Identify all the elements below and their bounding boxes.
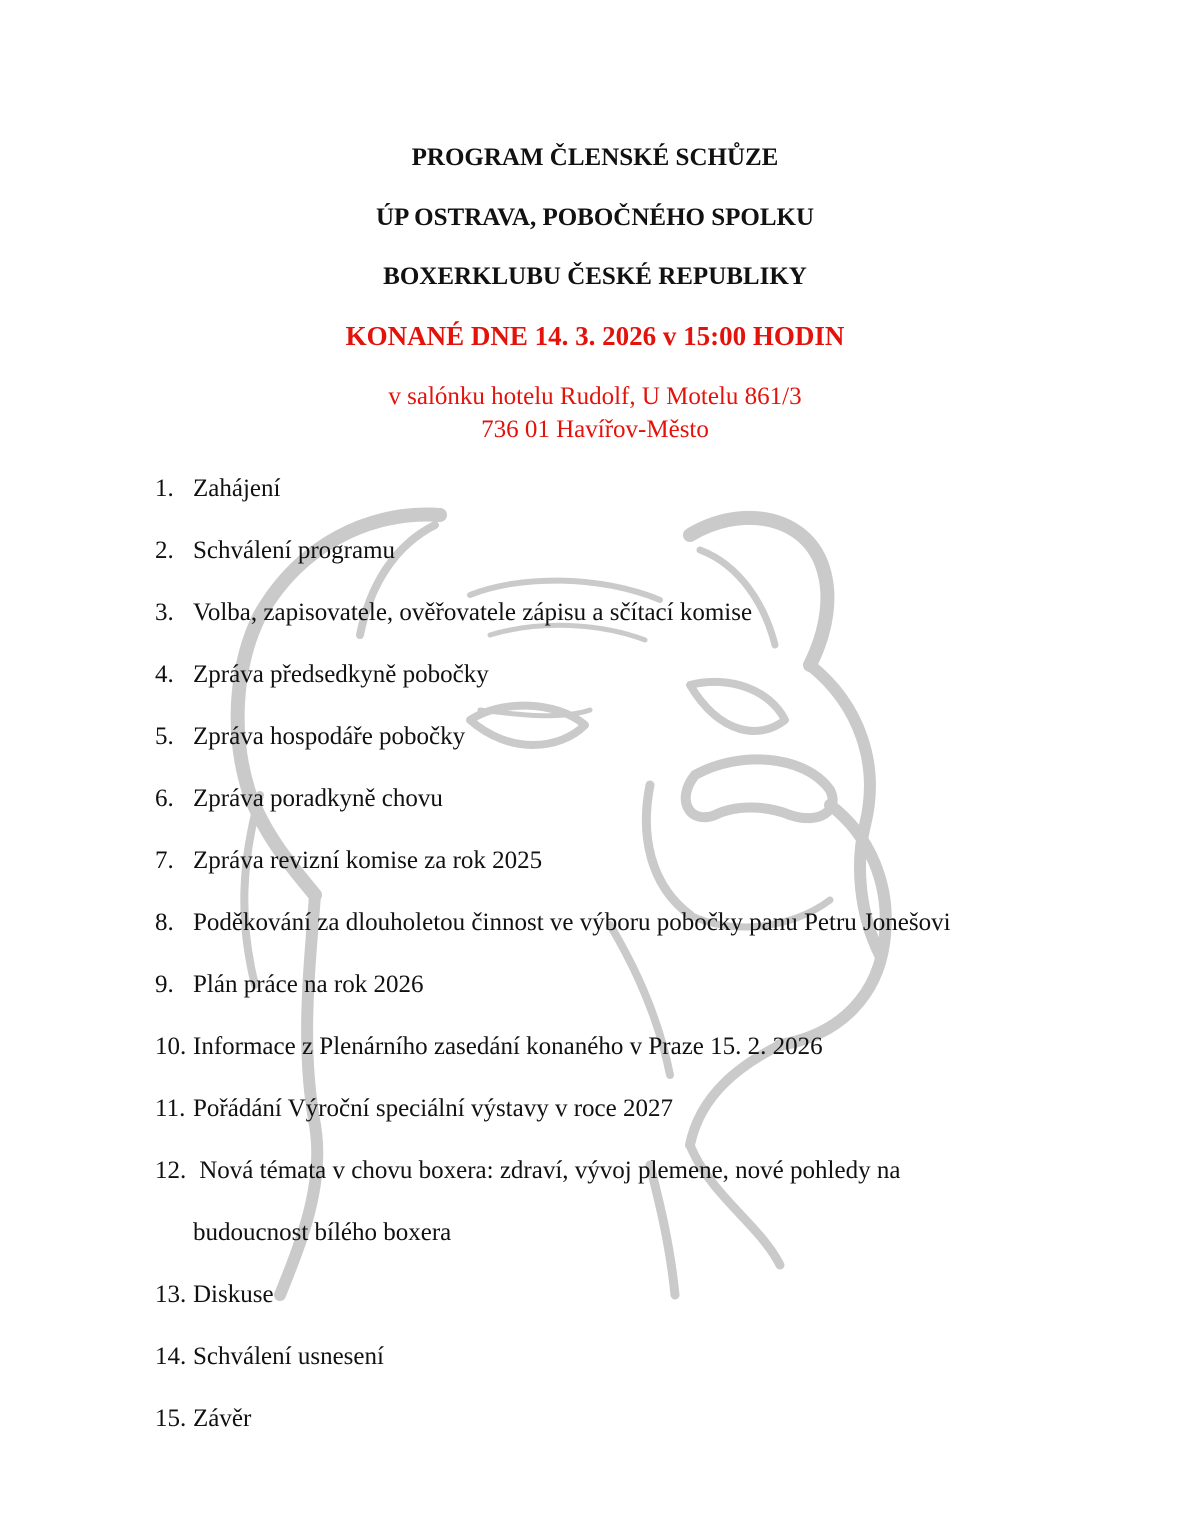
agenda-item — [155, 969, 1055, 1031]
agenda-item-text: Informace z Plenárního zasedání konaného v Praze 15. 2. 2026 — [193, 1033, 823, 1060]
agenda-item-number: 2. — [155, 537, 174, 564]
title-line-1: PROGRAM ČLENSKÉ SCHŮZE — [411, 144, 779, 171]
agenda-item-text: Pořádání Výroční speciální výstavy v roce 2027 — [193, 1095, 673, 1122]
agenda-item-number: 3. — [155, 599, 174, 626]
agenda-item — [155, 1155, 1055, 1279]
agenda-item-number: 4. — [155, 661, 174, 688]
agenda-item — [155, 473, 1055, 535]
meeting-venue — [0, 380, 1190, 446]
agenda-item-text: Diskuse — [193, 1281, 274, 1308]
agenda-item — [155, 659, 1055, 721]
agenda-item-text: Závěr — [193, 1405, 252, 1432]
agenda-item — [155, 1031, 1055, 1093]
agenda-item-text: Zpráva revizní komise za rok 2025 — [193, 847, 543, 874]
agenda-item — [155, 845, 1055, 907]
agenda-item-text: Zpráva poradkyně chovu — [193, 785, 443, 812]
agenda-item — [155, 1279, 1055, 1341]
agenda-item — [155, 597, 1055, 659]
agenda-item-number: 7. — [155, 847, 174, 874]
title-line-3: BOXERKLUBU ČESKÉ REPUBLIKY — [383, 263, 807, 290]
agenda-item — [155, 535, 1055, 597]
agenda-item-number: 10. — [155, 1033, 187, 1060]
agenda-item-number: 9. — [155, 971, 174, 998]
agenda-item-text: Zpráva hospodáře pobočky — [193, 723, 466, 750]
agenda-item — [155, 1341, 1055, 1403]
agenda-item-text: Nová témata v chovu boxera: zdraví, vývoj plemene, nové pohledy na — [193, 1157, 901, 1184]
agenda-item — [155, 1403, 1055, 1465]
agenda-item-text: Schválení programu — [193, 537, 396, 564]
venue-line-2: 736 01 Havířov-Město — [481, 416, 709, 443]
agenda-item-number: 1. — [155, 475, 174, 502]
agenda-list — [155, 473, 1055, 1465]
agenda-item — [155, 721, 1055, 783]
title-line-2: ÚP OSTRAVA, POBOČNÉHO SPOLKU — [375, 204, 815, 231]
venue-line-1: v salónku hotelu Rudolf, U Motelu 861/3 — [388, 383, 802, 410]
agenda-item — [155, 1093, 1055, 1155]
agenda-item-text: Zpráva předsedkyně pobočky — [193, 661, 489, 688]
agenda-item-text: Zahájení — [193, 475, 281, 502]
agenda-item-text: Schválení usnesení — [193, 1343, 384, 1370]
agenda-item-number: 12. — [155, 1157, 187, 1184]
agenda-item-number: 5. — [155, 723, 174, 750]
agenda-item-text: Plán práce na rok 2026 — [193, 971, 424, 998]
agenda-item — [155, 783, 1055, 845]
agenda-item-number: 8. — [155, 909, 174, 936]
agenda-item-number: 11. — [155, 1095, 186, 1122]
agenda-item-text: Poděkování za dlouholetou činnost ve výboru pobočky panu Petru Jonešovi — [193, 909, 951, 936]
agenda-item-text-continued: budoucnost bílého boxera — [193, 1219, 452, 1246]
agenda-item-number: 15. — [155, 1405, 187, 1432]
agenda-item-number: 6. — [155, 785, 174, 812]
agenda-item-text: Volba, zapisovatele, ověřovatele zápisu a sčítací komise — [193, 599, 753, 626]
agenda-item-number: 14. — [155, 1343, 187, 1370]
meeting-date: KONANÉ DNE 14. 3. 2026 v 15:00 HODIN — [345, 321, 845, 351]
agenda-item — [155, 907, 1055, 969]
agenda-item-number: 13. — [155, 1281, 187, 1308]
